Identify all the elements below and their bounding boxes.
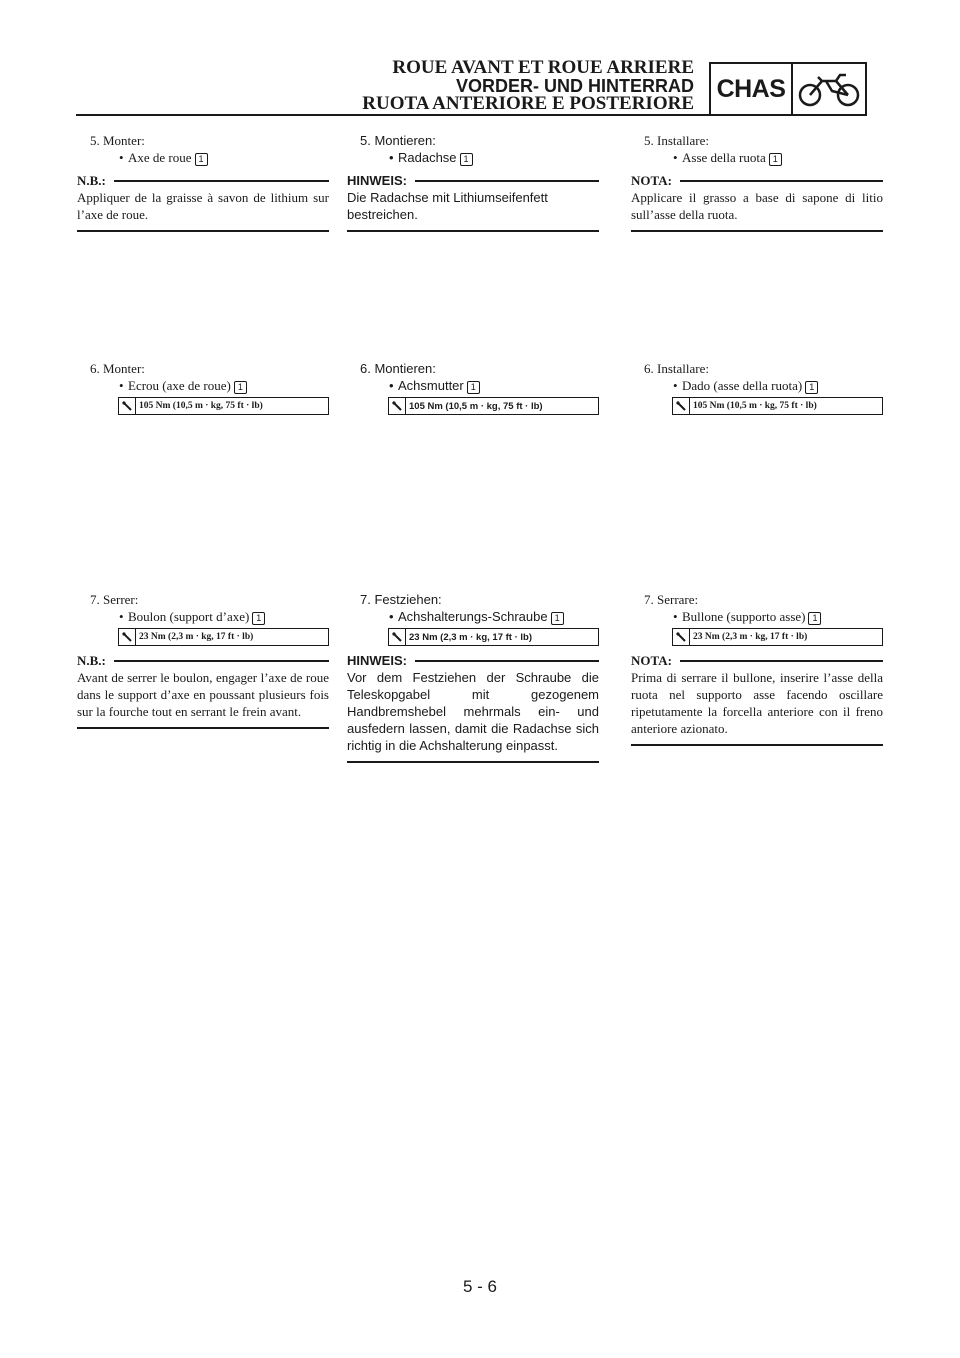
ref-number: 1 (460, 153, 473, 166)
step-5 (631, 132, 883, 232)
wrench-icon (119, 629, 136, 645)
section-badge (709, 62, 867, 116)
torque-spec (118, 397, 329, 415)
ref-number: 1 (551, 612, 564, 625)
title-de: VORDER- UND HINTERRAD (456, 76, 694, 96)
section-label: CHAS (711, 64, 793, 114)
title-it: RUOTA ANTERIORE E POSTERIORE (362, 93, 694, 114)
list-item: • Asse della ruota 1 (631, 149, 883, 166)
step-6 (631, 360, 883, 415)
torque-spec (672, 397, 883, 415)
note-label: HINWEIS: (347, 653, 407, 668)
list-item: • Bullone (supporto asse) 1 (631, 608, 883, 625)
torque-spec (388, 628, 599, 646)
note-text: Vor dem Festziehen der Schraube die Teleskopgabel mit gezogenem Handbremshebel mehrmals ein- und ausfedern lassen, damit die Radachse sich richtig in die Achshalterung einpasst. (347, 670, 599, 753)
torque-spec (672, 628, 883, 646)
wrench-icon (673, 629, 690, 645)
torque-value: 23 Nm (2,3 m · kg, 17 ft · lb) (139, 631, 254, 642)
step-heading: 6. Montieren: (360, 361, 436, 376)
list-item: • Ecrou (axe de roue) 1 (77, 377, 329, 394)
note-label: NOTA: (631, 173, 672, 188)
note-text: Applicare il grasso a base di sapone di litio sull’asse della ruota. (631, 190, 883, 222)
list-item: • Axe de roue 1 (77, 149, 329, 166)
torque-value: 23 Nm (2,3 m · kg, 17 ft · lb) (693, 631, 808, 642)
list-item: • Boulon (support d’axe) 1 (77, 608, 329, 625)
note-box (631, 172, 883, 232)
ref-number: 1 (467, 381, 480, 394)
note-box (77, 652, 329, 729)
note-box (631, 652, 883, 746)
ref-number: 1 (769, 153, 782, 166)
step-heading: 7. Festziehen: (360, 592, 442, 607)
torque-spec (118, 628, 329, 646)
note-label: N.B.: (77, 653, 106, 668)
list-item: • Radachse 1 (347, 149, 599, 166)
note-box (347, 652, 599, 763)
ref-number: 1 (234, 381, 247, 394)
step-heading: 6. Installare: (644, 361, 709, 376)
note-box (77, 172, 329, 232)
note-text: Avant de serrer le boulon, engager l’axe de roue dans le support d’axe en poussant plusieurs fois sur la fourche tout en serrant le frein avant. (77, 670, 329, 719)
step-6 (77, 360, 329, 415)
header-rule (76, 114, 709, 116)
torque-value: 105 Nm (10,5 m · kg, 75 ft · lb) (139, 400, 263, 411)
step-heading: 7. Serrare: (644, 592, 699, 607)
torque-spec (388, 397, 599, 415)
list-item: • Achshalterungs-Schraube 1 (347, 608, 599, 625)
note-box (347, 172, 599, 232)
ref-number: 1 (195, 153, 208, 166)
step-heading: 7. Serrer: (90, 592, 139, 607)
ref-number: 1 (808, 612, 821, 625)
torque-value: 105 Nm (10,5 m · kg, 75 ft · lb) (409, 400, 543, 412)
wrench-icon (389, 629, 406, 645)
title-fr: ROUE AVANT ET ROUE ARRIERE (392, 57, 694, 78)
step-heading: 5. Monter: (90, 133, 145, 148)
note-text: Appliquer de la graisse à savon de lithium sur l’axe de roue. (77, 190, 329, 222)
step-5 (347, 132, 599, 232)
list-item: • Dado (asse della ruota) 1 (631, 377, 883, 394)
torque-value: 105 Nm (10,5 m · kg, 75 ft · lb) (693, 400, 817, 411)
page-number: 5 - 6 (462, 1277, 498, 1296)
step-7 (631, 591, 883, 746)
ref-number: 1 (805, 381, 818, 394)
note-label: HINWEIS: (347, 173, 407, 188)
list-item: • Achsmutter 1 (347, 377, 599, 394)
motorcycle-icon (793, 64, 865, 114)
note-label: NOTA: (631, 653, 672, 668)
note-text: Prima di serrare il bullone, inserire l’asse della ruota nel supporto asse facendo oscillare ripetutamente la forcella anteriore con il freno anteriore azionato. (631, 670, 883, 736)
step-heading: 5. Installare: (644, 133, 709, 148)
step-heading: 5. Montieren: (360, 133, 436, 148)
wrench-icon (119, 398, 136, 414)
note-text: Die Radachse mit Lithiumseifenfett bestreichen. (347, 190, 548, 222)
step-6 (347, 360, 599, 415)
wrench-icon (389, 398, 406, 414)
ref-number: 1 (252, 612, 265, 625)
step-5 (77, 132, 329, 232)
note-label: N.B.: (77, 173, 106, 188)
step-7 (347, 591, 599, 763)
step-7 (77, 591, 329, 729)
step-heading: 6. Monter: (90, 361, 145, 376)
wrench-icon (673, 398, 690, 414)
torque-value: 23 Nm (2,3 m · kg, 17 ft · lb) (409, 631, 532, 643)
